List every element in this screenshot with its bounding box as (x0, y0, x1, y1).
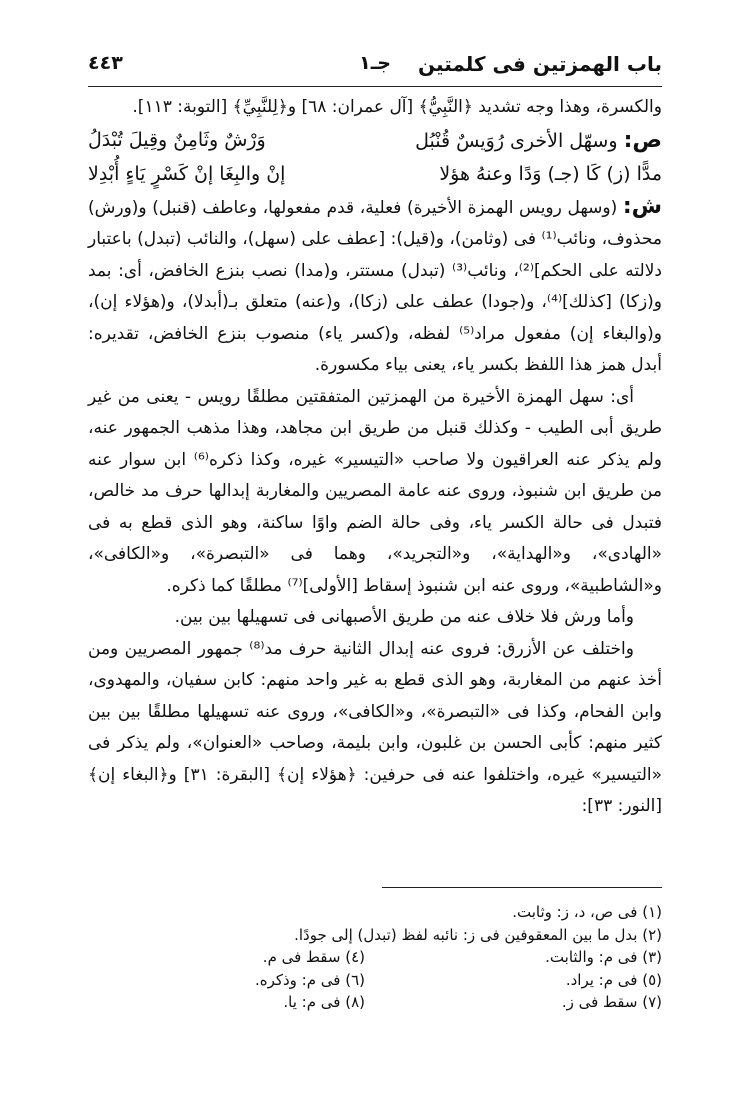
footnote-5: (٥) فى م: يراد. (565, 970, 662, 989)
commentary-marker: ش: (622, 193, 662, 219)
paragraph-3: واختلف عن الأزرق: فروى عنه إبدال الثانية حرف مد⁽⁸⁾ جمهور المصريين ومن أخذ عنهم من المغاربة، وهو الذى قطع به غير واحد منهم: كابن سفيان، والمهدوى، وابن الفحام، وكذا فى «التبصرة»، و«الكافى»، وروى عنه تسهيلها مطلقًا بين بين كثير منهم: كأبى الحسن بن غلبون، وابن بليمة، وصاحب «العنوان»، ولم يذكر فى «التيسير» غيره، واختلفوا عنه فى حرفين: ﴿هؤلاء إن﴾ [البقرة: ٣١] و﴿البغاء إن﴾ [النور: ٣٣]: (88, 638, 663, 816)
verse-1-right-text: وسهّل الأخرى رُوَيسٌ قُنْبُل (415, 129, 618, 152)
header-rule (88, 86, 662, 87)
page-header (88, 44, 662, 84)
footnote-8: (٨) فى م: يا. (283, 993, 365, 1011)
commentary-paragraph (88, 191, 662, 382)
main-text (88, 92, 662, 823)
footnote-2: (٢) بدل ما بين المعقوفين فى ز: نائبه لفظ (تبدل) إلى جودًا. (294, 925, 662, 944)
paragraph-1: أى: سهل الهمزة الأخيرة من الهمزتين المتفقتين مطلقًا رويس - يعنى من غير طريق أبى الطيب - وكذلك قنبل من طريق ابن مجاهد، وهذا مذهب الجمهور عنه، ولم يذكر عنه العراقيون ولا صاحب «التيسير» غيره، وكذا ذكره⁽⁶⁾ ابن سوار عنه من طريق ابن شنبوذ، وروى عنه عامة المصريين والمغاربة إبدالها حرف مد خالص، فتبدل فى حالة الكسر ياء، وفى حالة الضم واوًا ساكنة، وهو الذى قطع به فى «الهادى»، و«الهداية»، و«التجريد»، وهما فى «التبصرة»، و«الكافى»، و«الشاطبية»، وروى عنه ابن شنبوذ إسقاط [الأولى]⁽⁷⁾ مطلقًا كما ذكره. (88, 386, 662, 596)
verse-marker: ص: (623, 127, 662, 153)
volume-number: جـ١ (359, 52, 391, 74)
verse-line-2 (88, 158, 662, 191)
footnote-3: (٣) فى م: والثابت. (545, 948, 662, 966)
verse-2-right-hemistich: مدًّا (ز) كَا (جـ) وَدًا وعنهُ هؤلا (439, 162, 662, 185)
footnote-6: (٦) فى م: وذكره. (254, 970, 365, 989)
footnote-1: (١) فى ص، د، ز: وثابت. (512, 903, 662, 921)
paragraph-2: وأما ورش فلا خلاف عنه من طريق الأصبهانى فى تسهيلها بين بين. (174, 607, 634, 627)
footnote-4: (٤) سقط فى م. (262, 948, 365, 966)
verse-1-right-hemistich (415, 124, 662, 158)
opening-line: والكسرة، وهذا وجه تشديد ﴿النَّبِيُّ﴾ [آل عمران: ٦٨] و﴿لِلنَّبِيِّ﴾ [التوبة: ١١٣]. (132, 97, 662, 117)
footnotes (88, 901, 662, 1014)
footnote-rule (382, 887, 662, 888)
footnote-7: (٧) سقط فى ز. (561, 993, 662, 1011)
verse-1-left-hemistich: وَرْشٌ وثَامِنٌ وقِيلَ تُبْدَلُ (88, 128, 266, 151)
verse-2-left-hemistich: إنْ والبِغَا إنْ كَسْرٍ يَاءٍ أُبْدِلا (88, 162, 286, 185)
commentary-text: (وسهل رويس الهمزة الأخيرة) فعلية، قدم مفعولها، وعاطف (قنبل) و(ورش) محذوف، ونائب⁽¹⁾ فى (وثامن)، و(قيل): [عطف على (سهل)، والنائب (تبدل) باعتبار دلالته على الحكم]⁽²⁾، ونائب⁽³⁾ (تبدل) مستتر، و(مدا) نصب بنزع الخافض، أى: بمد و(زكا) [كذلك]⁽⁴⁾، و(جودا) عطف على (زكا)، و(عنه) متعلق بـ(أبدلا)، و(هؤلاء إن)، و(والبغاء إن) مفعول مراد⁽⁵⁾ لفظه، و(كسر ياء) منصوب بنزع الخافض، تقديره: أبدل همز هذا اللفظ بكسر ياء، يعنى بياء مكسورة. (88, 197, 663, 375)
verse-line-1 (88, 124, 662, 158)
chapter-title: باب الهمزتين فى كلمتين (418, 52, 662, 76)
page-number: ٤٤٣ (88, 52, 123, 74)
